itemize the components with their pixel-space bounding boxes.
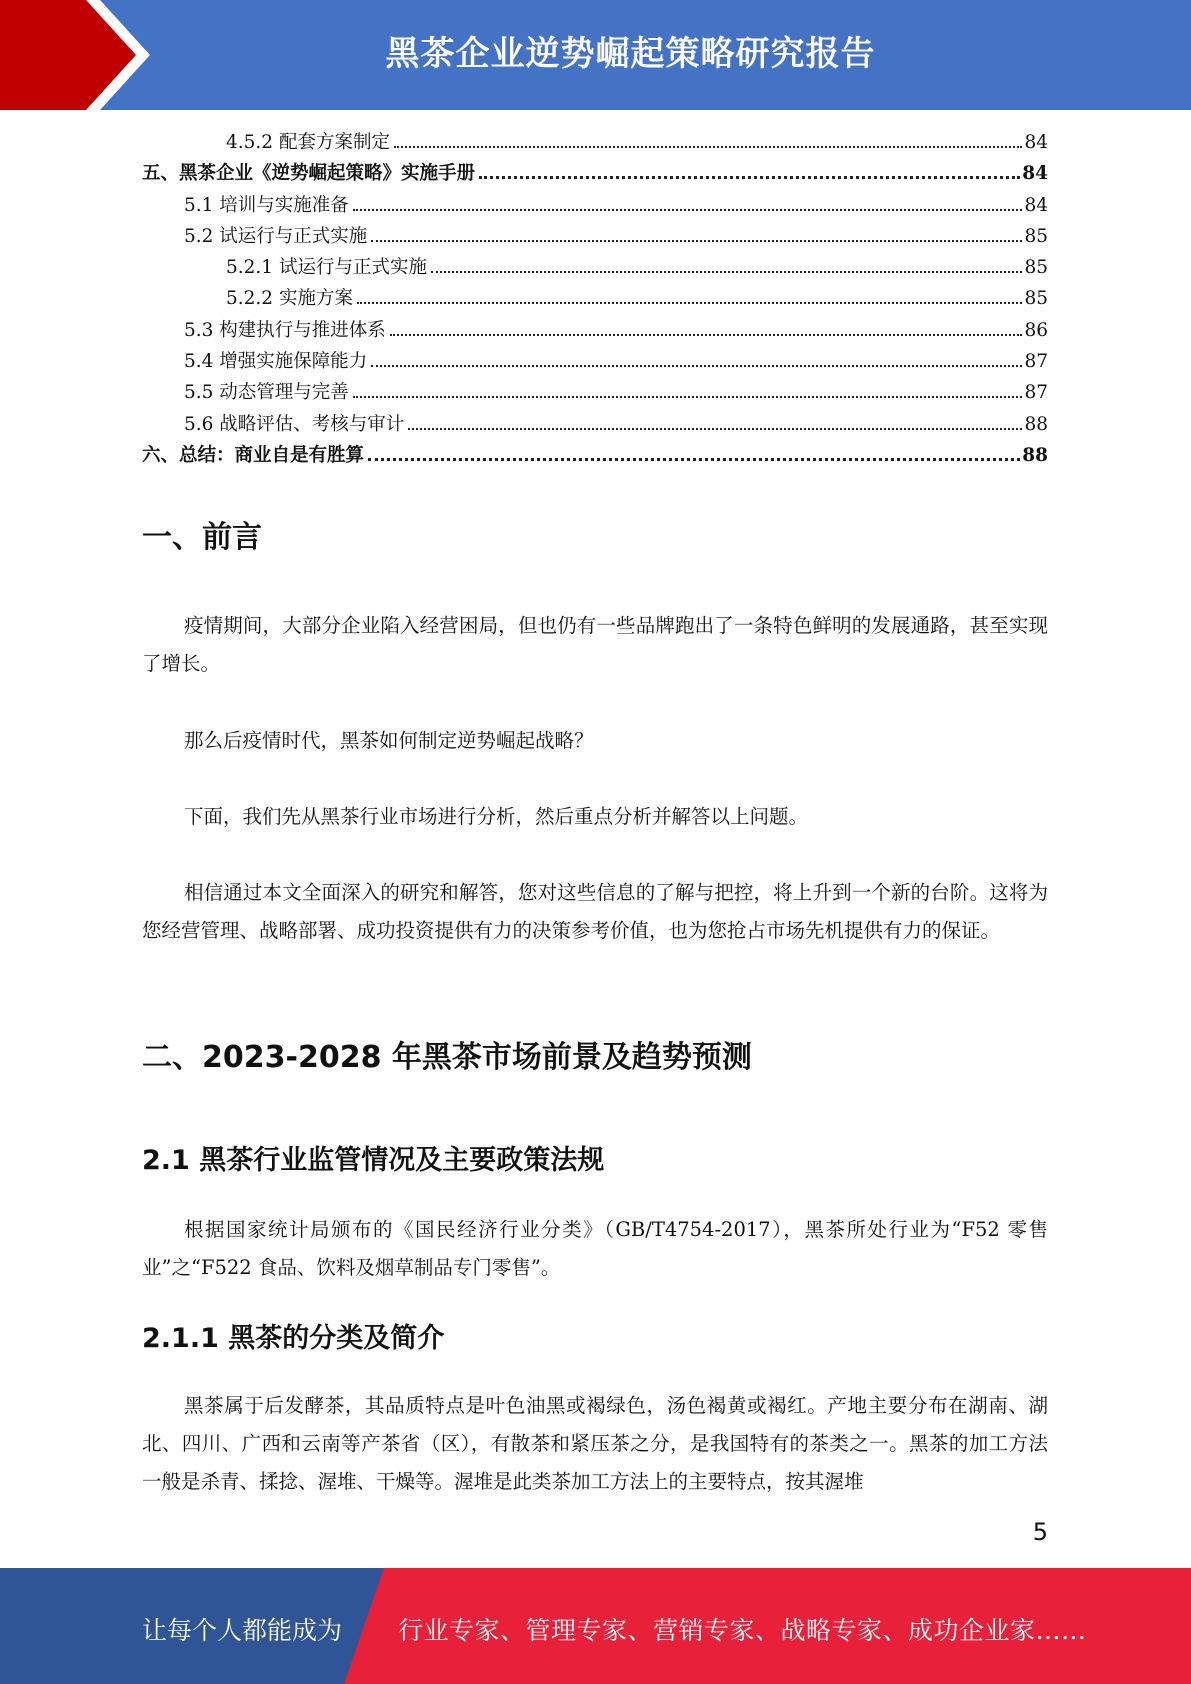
toc-entry-page: 88 — [1022, 444, 1048, 466]
toc-entry[interactable] — [142, 378, 1048, 409]
subsection-heading-classification: 2.1.1 黑茶的分类及简介 — [142, 1323, 445, 1354]
paragraph: 相信通过本文全面深入的研究和解答，您对这些信息的了解与把控，将上升到一个新的台阶。这将为您经营管理、战略部署、成功投资提供有力的决策参考价值，也为您抢占市场先机提供有力的保证。 — [142, 881, 1048, 942]
toc-dot-leader — [353, 396, 1023, 398]
toc-entry-label: 5.3 构建执行与推进体系 — [184, 319, 386, 341]
toc-entry-label: 5.2 试运行与正式实施 — [184, 225, 368, 247]
toc-entry-label: 5.6 战略评估、考核与审计 — [184, 413, 405, 435]
toc-dot-leader — [390, 334, 1023, 336]
toc-entry-label: 5.2.2 实施方案 — [226, 288, 353, 310]
toc-entry-label: 五、黑茶企业《逆势崛起策略》实施手册 — [142, 163, 476, 185]
toc-dot-leader — [368, 458, 1020, 461]
toc-entry-page: 84 — [1024, 194, 1048, 216]
paragraph: 疫情期间，大部分企业陷入经营困局，但也仍有一些品牌跑出了一条特色鲜明的发展通路，甚至实现了增长。 — [142, 614, 1048, 675]
page-footer — [0, 1568, 1191, 1684]
toc-entry-label: 5.1 培训与实施准备 — [184, 194, 349, 216]
toc-entry-label: 4.5.2 配套方案制定 — [226, 132, 390, 153]
paragraph: 黑茶属于后发酵茶，其品质特点是叶色油黑或褐绿色，汤色褐黄或褐红。产地主要分布在湖南、湖北、四川、广西和云南等产茶省（区），有散茶和紧压茶之分，是我国特有的茶类之一。黑茶的加工方法一般是杀青、揉捻、渥堆、干燥等。渥堆是此类茶加工方法上的主要特点，按其渥堆 — [142, 1394, 1048, 1493]
toc-entry-page: 84 — [1022, 163, 1048, 185]
table-of-contents — [142, 128, 1048, 472]
toc-entry[interactable] — [142, 253, 1048, 284]
toc-dot-leader — [353, 209, 1023, 211]
toc-dot-leader — [431, 271, 1022, 273]
toc-entry-page: 87 — [1024, 382, 1048, 404]
toc-entry[interactable] — [142, 191, 1048, 222]
toc-dot-leader — [408, 428, 1022, 430]
toc-entry[interactable] — [142, 316, 1048, 347]
toc-entry-page: 85 — [1024, 257, 1048, 279]
toc-entry-page: 86 — [1024, 319, 1048, 341]
toc-dot-leader — [371, 240, 1022, 242]
paragraph: 那么后疫情时代，黑茶如何制定逆势崛起战略？ — [184, 729, 594, 752]
toc-dot-leader — [479, 176, 1020, 179]
toc-entry-label: 5.4 增强实施保障能力 — [184, 351, 368, 373]
paragraph: 下面，我们先从黑茶行业市场进行分析，然后重点分析并解答以上问题。 — [184, 805, 809, 828]
toc-entry-label: 六、总结：商业自是有胜算 — [142, 444, 365, 466]
footer-slogan-left: 让每个人都能成为 — [142, 1616, 343, 1645]
toc-entry-page: 85 — [1024, 225, 1048, 247]
toc-entry-page: 85 — [1024, 288, 1048, 310]
toc-entry-page: 84 — [1024, 132, 1048, 153]
paragraph: 根据国家统计局颁布的《国民经济行业分类》（GB/T4754-2017），黑茶所处行业为“F52 零售业”之“F522 食品、饮料及烟草制品专门零售”。 — [142, 1218, 1048, 1279]
toc-dot-leader — [394, 146, 1022, 148]
toc-dot-leader — [371, 365, 1022, 367]
subsection-heading-regulation: 2.1 黑茶行业监管情况及主要政策法规 — [142, 1145, 605, 1176]
section-heading-market-forecast: 二、2023-2028 年黑茶市场前景及趋势预测 — [142, 1040, 752, 1075]
page-header — [0, 0, 1191, 110]
toc-entry-label: 5.5 动态管理与完善 — [184, 382, 349, 404]
toc-entry[interactable] — [142, 159, 1048, 190]
toc-entry-page: 88 — [1024, 413, 1048, 435]
page-number: 5 — [1032, 1518, 1048, 1546]
toc-entry[interactable] — [142, 410, 1048, 441]
toc-entry-label: 5.2.1 试运行与正式实施 — [226, 257, 427, 279]
toc-entry[interactable] — [142, 222, 1048, 253]
toc-entry[interactable] — [142, 347, 1048, 378]
section-heading-preface: 一、前言 — [142, 520, 262, 555]
footer-slogan-right: 行业专家、管理专家、营销专家、战略专家、成功企业家…… — [398, 1616, 1087, 1645]
toc-entry[interactable] — [142, 128, 1048, 159]
toc-entry-page: 87 — [1024, 351, 1048, 373]
toc-entry[interactable] — [142, 441, 1048, 472]
report-title: 黑茶企业逆势崛起策略研究报告 — [385, 34, 876, 74]
toc-entry[interactable] — [142, 284, 1048, 315]
toc-dot-leader — [357, 302, 1023, 304]
